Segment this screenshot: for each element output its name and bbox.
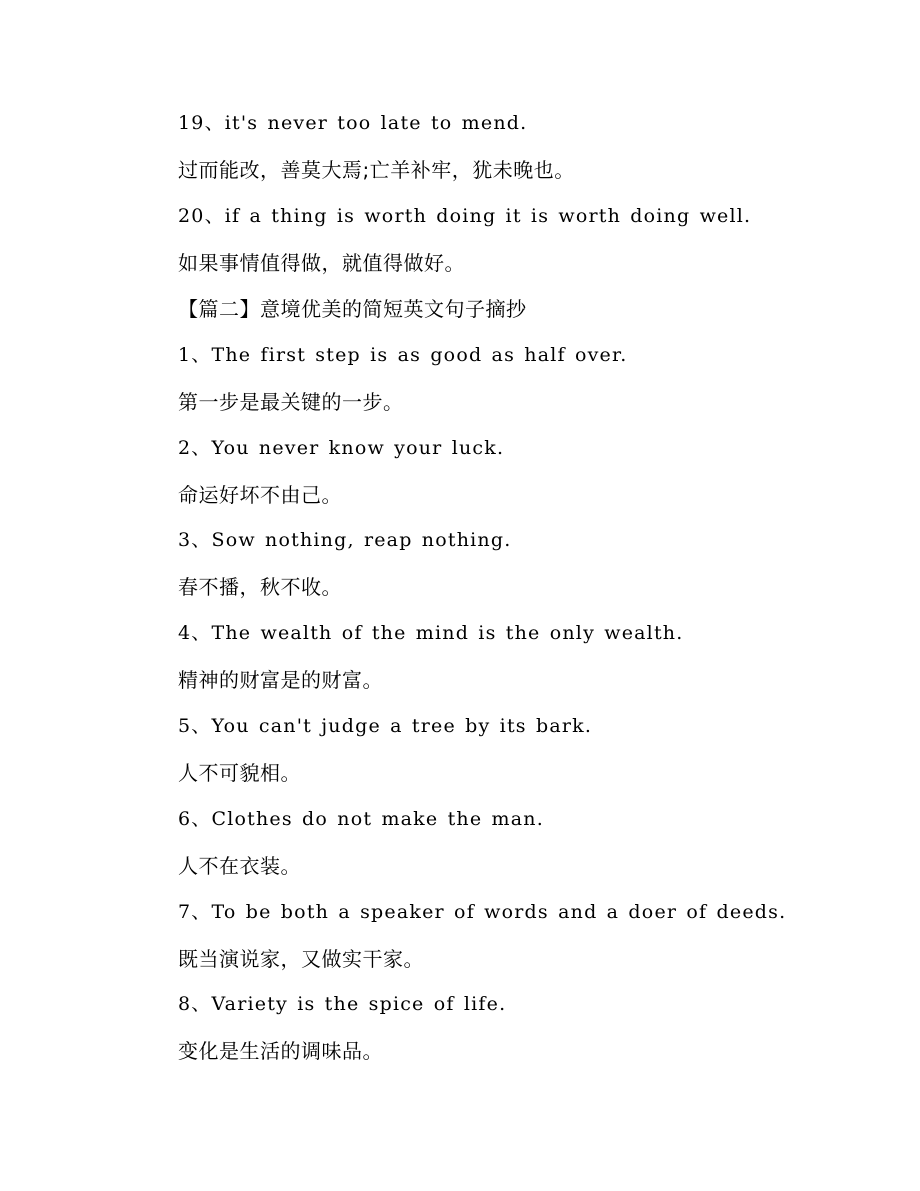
proverb-5-chinese: 人不可貌相。	[178, 761, 301, 785]
proverb-7-english: 7、To be both a speaker of words and a doer of deeds.	[178, 901, 787, 923]
proverb-6-english: 6、Clothes do not make the man.	[178, 808, 544, 830]
proverb-20-english: 20、if a thing is worth doing it is worth doing well.	[178, 205, 752, 227]
proverb-4-chinese: 精神的财富是的财富。	[178, 668, 383, 692]
proverb-8-english: 8、Variety is the spice of life.	[178, 993, 507, 1015]
proverb-19-english: 19、it's never too late to mend.	[178, 112, 528, 134]
proverb-2-english: 2、You never know your luck.	[178, 437, 505, 459]
proverb-3-chinese: 春不播，秋不收。	[178, 575, 342, 599]
proverb-6-chinese: 人不在衣装。	[178, 854, 301, 878]
proverb-1-english: 1、The first step is as good as half over.	[178, 344, 628, 366]
proverb-1-chinese: 第一步是最关键的一步。	[178, 390, 404, 414]
proverb-5-english: 5、You can't judge a tree by its bark.	[178, 715, 593, 737]
proverb-3-english: 3、Sow nothing, reap nothing.	[178, 529, 512, 551]
proverb-7-chinese: 既当演说家，又做实干家。	[178, 947, 424, 971]
proverb-20-chinese: 如果事情值得做，就值得做好。	[178, 251, 465, 275]
proverb-19-chinese: 过而能改，善莫大焉;亡羊补牢，犹未晚也。	[178, 158, 575, 182]
proverb-2-chinese: 命运好坏不由己。	[178, 483, 342, 507]
proverb-4-english: 4、The wealth of the mind is the only wealth.	[178, 622, 684, 644]
section-heading: 【篇二】意境优美的简短英文句子摘抄	[178, 297, 527, 321]
proverb-8-chinese: 变化是生活的调味品。	[178, 1039, 383, 1063]
